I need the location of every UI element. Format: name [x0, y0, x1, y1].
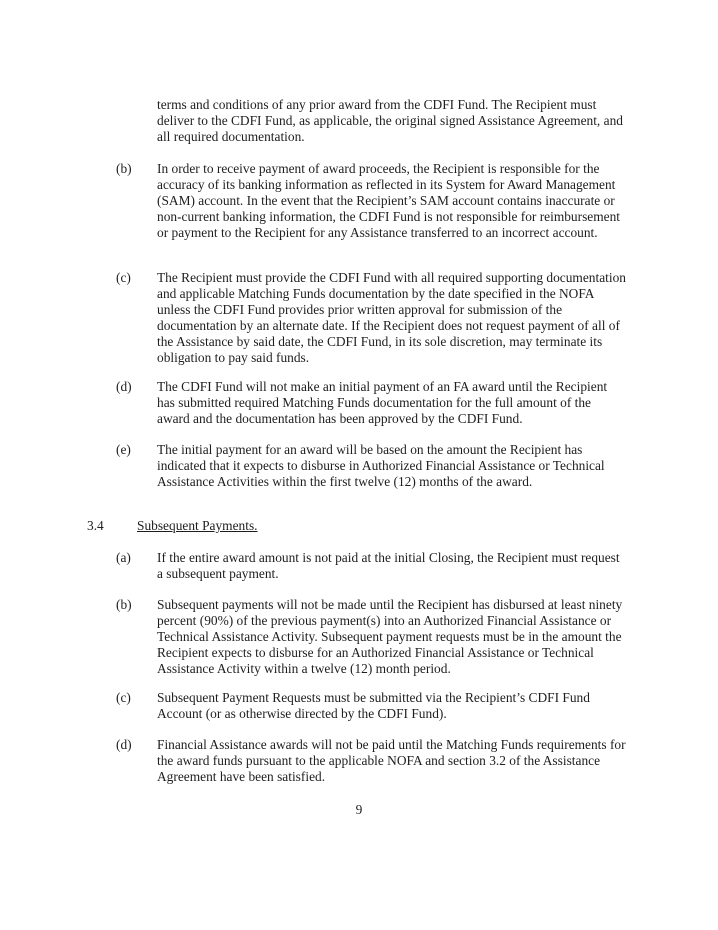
sub-item-text-c: Subsequent Payment Requests must be submitted via the Recipient’s CDFI Fund Account (or as otherwise directed by the CDFI Fund).	[157, 690, 590, 721]
section-title: Subsequent Payments.	[137, 518, 258, 533]
sub-item-label-d: (d)	[116, 737, 132, 752]
sub-item-label-c: (c)	[116, 690, 131, 705]
page-number: 9	[355, 802, 363, 817]
item-label-b: (b)	[116, 161, 132, 176]
sub-item-text-b: Subsequent payments will not be made until the Recipient has disbursed at least ninety percent (90%) of the previous payment(s) into an Authorized Financial Assistance or Technical Assistance Activity. Subsequent payment requests must be in the amount the Recipient expects to disburse for an Authorized Financial Assistance or Technical Assistance Activity within a twelve (12) month period.	[157, 597, 623, 676]
sub-item-text-a: If the entire award amount is not paid at the initial Closing, the Recipient must request a subsequent payment.	[157, 550, 620, 581]
section-number: 3.4	[87, 518, 104, 533]
item-label-d: (d)	[116, 379, 132, 394]
item-text-b: In order to receive payment of award proceeds, the Recipient is responsible for the accuracy of its banking information as reflected in its System for Award Management (SAM) account. In the event that the Recipient’s SAM account contains inaccurate or non-current banking information, the CDFI Fund is not responsible for reimbursement or payment to the Recipient for any Assistance transferred to an incorrect account.	[157, 161, 621, 240]
item-text-d: The CDFI Fund will not make an initial payment of an FA award until the Recipient has submitted required Matching Funds documentation for the full amount of the award and the documentation has been approved by the CDFI Fund.	[157, 379, 608, 426]
sub-item-label-a: (a)	[116, 550, 131, 565]
item-text-e: The initial payment for an award will be based on the amount the Recipient has indicated that it expects to disburse in Authorized Financial Assistance or Technical Assistance Activities within the first twelve (12) months of the award.	[157, 442, 605, 489]
item-label-c: (c)	[116, 270, 131, 285]
item-text-c: The Recipient must provide the CDFI Fund with all required supporting documentation and applicable Matching Funds documentation by the date specified in the NOFA unless the CDFI Fund provides prior written approval for submission of the documentation by an alternate date. If the Recipient does not request payment of all of the Assistance by said date, the CDFI Fund, in its sole discretion, may terminate its obligation to pay said funds.	[157, 270, 626, 365]
continuation-paragraph: terms and conditions of any prior award from the CDFI Fund. The Recipient must deliver to the CDFI Fund, as applicable, the original signed Assistance Agreement, and all required documentation.	[157, 97, 623, 144]
sub-item-text-d: Financial Assistance awards will not be paid until the Matching Funds requirements for the award funds pursuant to the applicable NOFA and section 3.2 of the Assistance Agreement have been satisfied.	[157, 737, 626, 784]
item-label-e: (e)	[116, 442, 131, 457]
sub-item-label-b: (b)	[116, 597, 132, 612]
